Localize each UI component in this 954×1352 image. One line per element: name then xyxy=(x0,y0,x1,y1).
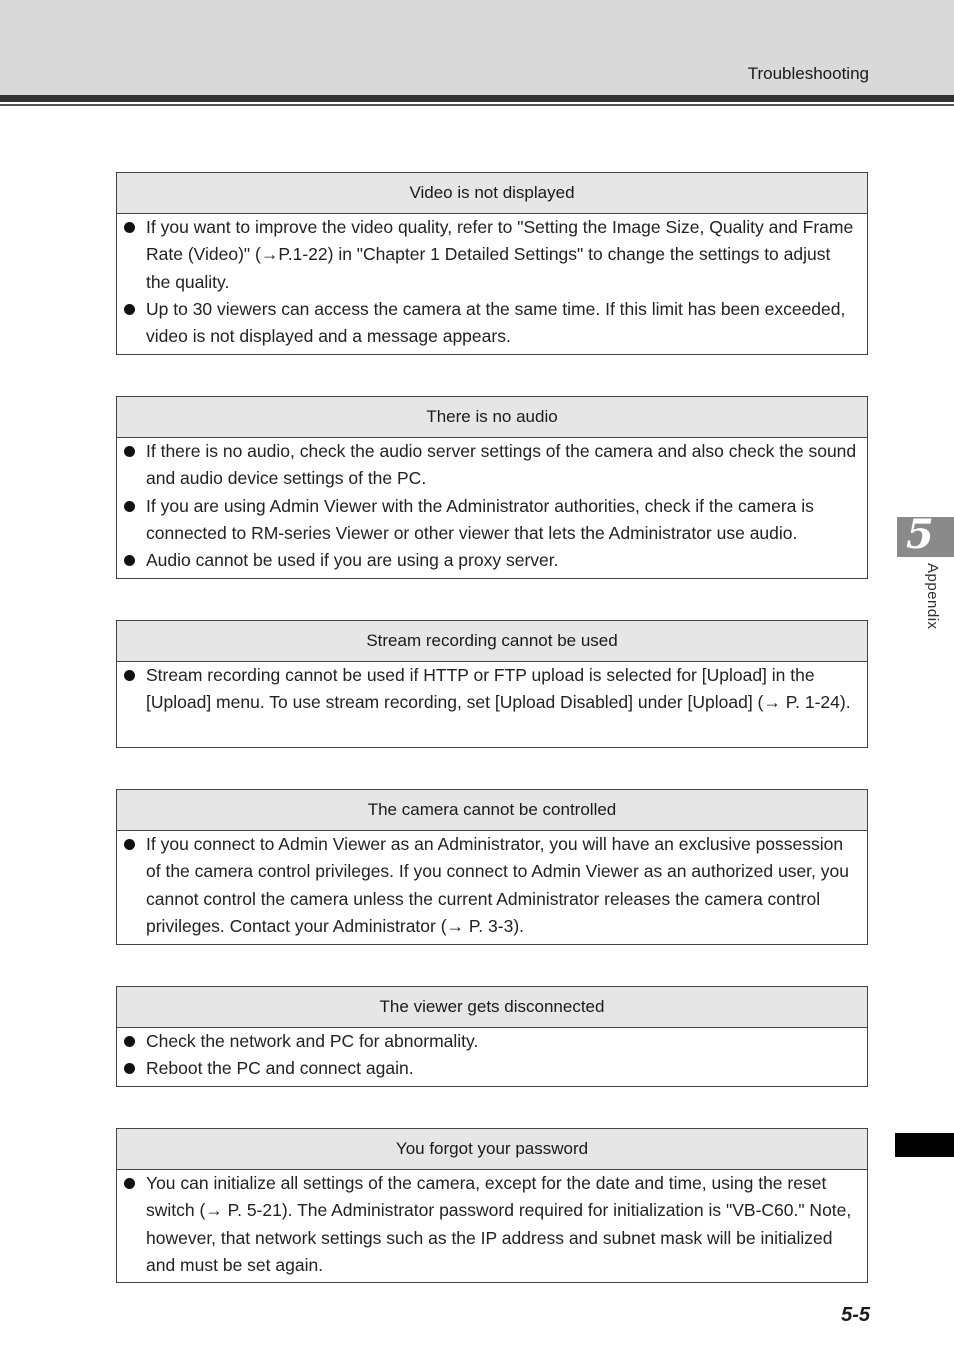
section-title: The camera cannot be controlled xyxy=(117,790,867,831)
bullet-icon xyxy=(124,670,135,681)
list-item xyxy=(123,296,857,351)
section-title: The viewer gets disconnected xyxy=(117,987,867,1028)
page-number: 5-5 xyxy=(841,1304,870,1326)
list-item-text: If you connect to Admin Viewer as an Administrator, you will have an exclusive possession of the camera control privileges. If you connect to Admin Viewer as an authorized user, you cannot control the camera unless the current Administrator releases the camera control privileges. Contact your Administrator (→ P. 3-3). xyxy=(146,834,849,936)
bullet-icon xyxy=(124,1063,135,1074)
list-item xyxy=(123,438,857,493)
list-item xyxy=(123,214,857,296)
list-item-text: Stream recording cannot be used if HTTP or FTP upload is selected for [Upload] in the [Upload] menu. To use stream recording, set [Upload Disabled] under [Upload] (→ P. 1-24). xyxy=(146,665,851,713)
header-rule-thick xyxy=(0,95,954,102)
list-item xyxy=(123,547,857,574)
list-item xyxy=(123,662,857,717)
section-title: Stream recording cannot be used xyxy=(117,621,867,662)
list-item-text: Check the network and PC for abnormality. xyxy=(146,1031,479,1051)
section-viewer-disconnected xyxy=(116,986,868,1087)
thumb-index-marker xyxy=(895,1133,954,1157)
list-item-text: If you want to improve the video quality, refer to "Setting the Image Size, Quality and Frame Rate (Video)" (→P.1-22) in "Chapter 1 Detailed Settings" to change the settings to adjust the quality. xyxy=(146,217,854,292)
header-rule-thin xyxy=(0,104,954,106)
section-no-audio xyxy=(116,396,868,579)
bullet-icon xyxy=(124,839,135,850)
list-item-text: Up to 30 viewers can access the camera at the same time. If this limit has been exceeded, video is not displayed and a message appears. xyxy=(146,298,846,347)
list-item-text: If you are using Admin Viewer with the Administrator authorities, check if the camera is connected to RM-series Viewer or other viewer that lets the Administrator use audio. xyxy=(146,495,814,543)
bullet-icon xyxy=(124,222,135,233)
bullet-icon xyxy=(124,304,135,315)
section-title: You forgot your password xyxy=(117,1129,867,1170)
bullet-icon xyxy=(124,555,135,566)
bullet-icon xyxy=(124,501,135,512)
section-camera-control xyxy=(116,789,868,945)
list-item xyxy=(123,831,857,940)
bullet-icon xyxy=(124,1036,135,1047)
section-title: There is no audio xyxy=(117,397,867,438)
section-video-not-displayed xyxy=(116,172,868,355)
list-item-text: Audio cannot be used if you are using a proxy server. xyxy=(146,550,559,571)
chapter-number: 5 xyxy=(906,511,934,558)
list-item xyxy=(123,493,857,548)
list-item xyxy=(123,1170,857,1279)
list-item-text: You can initialize all settings of the camera, except for the date and time, using the reset switch (→ P. 5-21). The Administrator password required for initialization is "VB-C60." Note, however, that network settings such as the IP address and subnet mask will be initialized and must be set again. xyxy=(146,1173,852,1275)
chapter-label: Appendix xyxy=(924,563,941,630)
section-forgot-password xyxy=(116,1128,868,1283)
bullet-icon xyxy=(124,446,135,457)
list-item-text: If there is no audio, check the audio server settings of the camera and also check the sound and audio device settings of the PC. xyxy=(146,441,857,489)
section-stream-recording xyxy=(116,620,868,748)
bullet-icon xyxy=(124,1178,135,1189)
list-item-text: Reboot the PC and connect again. xyxy=(146,1058,414,1079)
list-item xyxy=(123,1055,857,1082)
list-item xyxy=(123,1028,857,1055)
page-header-title: Troubleshooting xyxy=(747,64,869,83)
section-title: Video is not displayed xyxy=(117,173,867,214)
